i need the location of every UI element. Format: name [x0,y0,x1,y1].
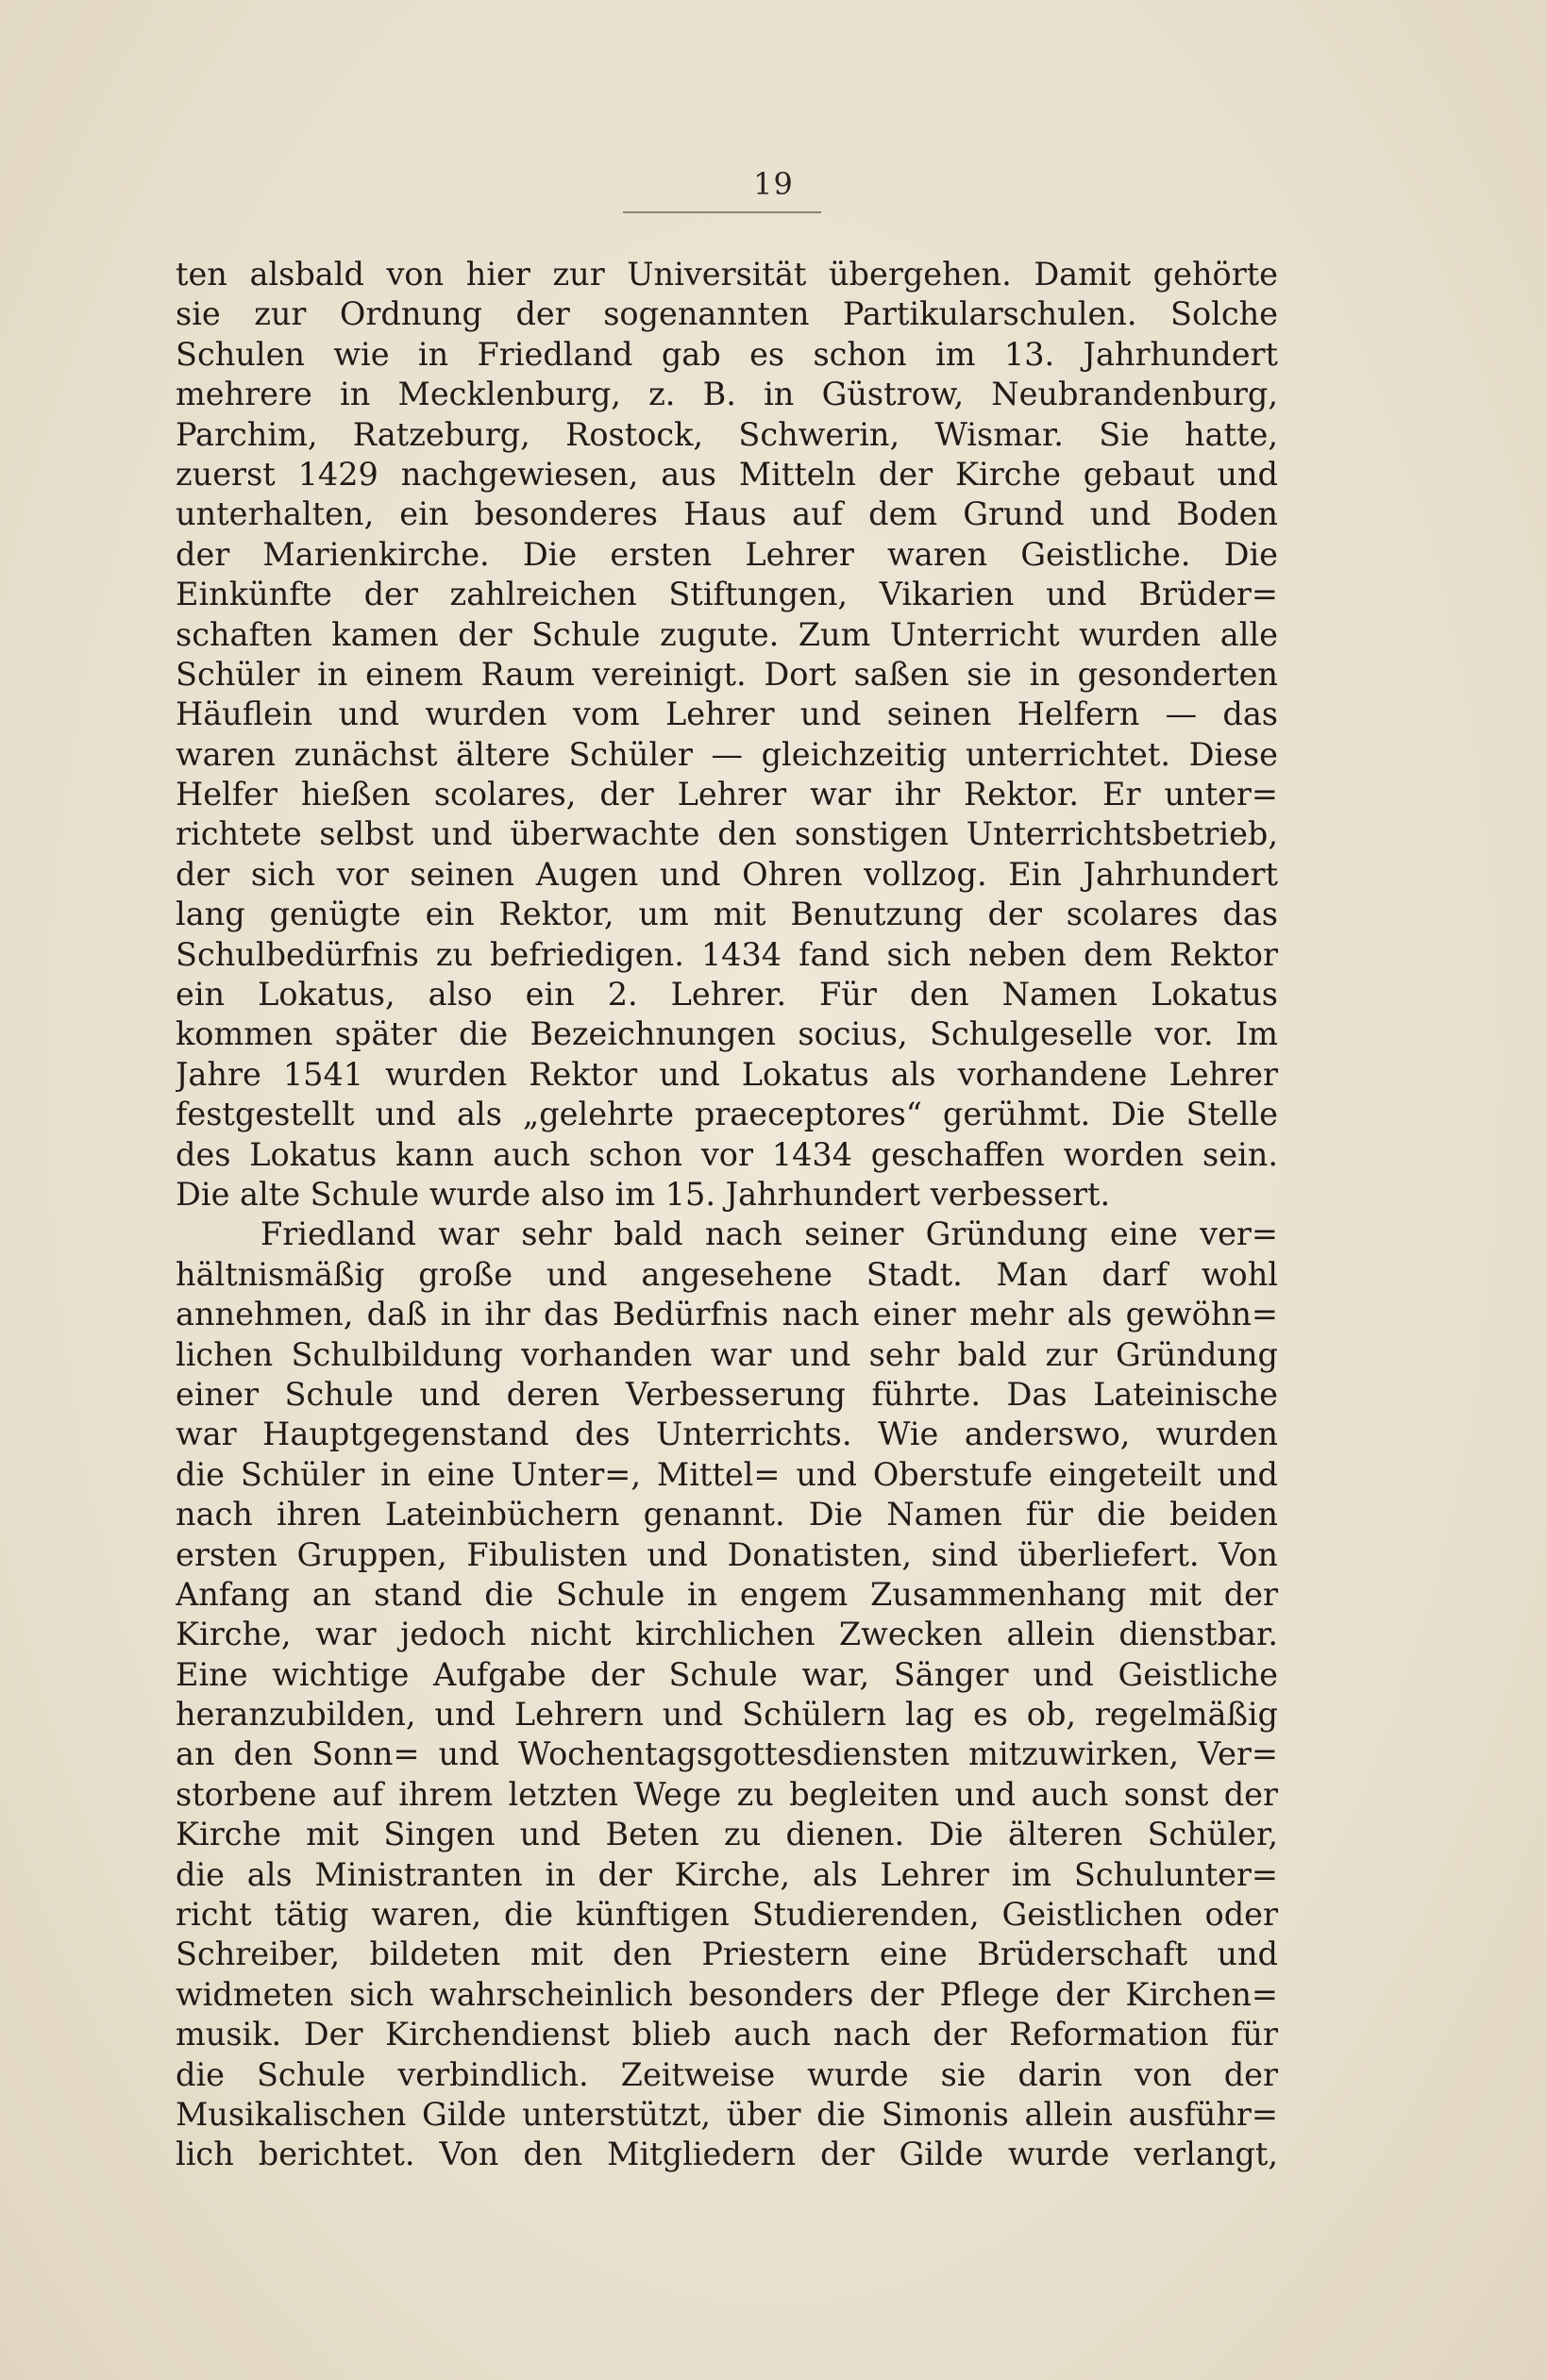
text-line: die als Ministranten in der Kirche, als Lehrer im Schulunter= [176,1855,1278,1893]
text-line: zuerst 1429 nachgewiesen, aus Mitteln der Kirche gebaut und [176,455,1278,493]
text-line: richtete selbst und überwachte den sonstigen Unterrichtsbetrieb, [176,815,1278,853]
text-line: Einkünfte der zahlreichen Stiftungen, Vikarien und Brüder= [176,576,1278,613]
text-line: der sich vor seinen Augen und Ohren vollzog. Ein Jahrhundert [176,855,1278,893]
text-line: ersten Gruppen, Fibulisten und Donatisten, sind überliefert. Von [176,1535,1278,1573]
text-line: einer Schule und deren Verbesserung führte. Das Lateinische [176,1375,1278,1413]
text-line: Kirche mit Singen und Beten zu dienen. Die älteren Schüler, [176,1816,1278,1853]
text-line: musik. Der Kirchendienst blieb auch nach der Reformation für [176,2016,1278,2053]
text-line: war Hauptgegenstand des Unterrichts. Wie anderswo, wurden [176,1416,1278,1453]
text-line: lang genügte ein Rektor, um mit Benutzung der scolares das [176,896,1278,933]
text-line: Parchim, Ratzeburg, Rostock, Schwerin, Wismar. Sie hatte, [176,415,1278,453]
text-line: Jahre 1541 wurden Rektor und Lokatus als vorhandene Lehrer [176,1055,1278,1093]
body-text [176,255,1278,2175]
text-line: ten alsbald von hier zur Universität übergehen. Damit gehörte [176,256,1278,293]
text-line: Friedland war sehr bald nach seiner Gründung eine ver= [261,1215,1278,1253]
text-line: lich berichtet. Von den Mitgliedern der Gilde wurde verlangt, [176,2136,1278,2173]
text-line: Die alte Schule wurde also im 15. Jahrhundert verbessert. [176,1175,1111,1213]
text-line: die Schüler in eine Unter=, Mittel= und Oberstufe eingeteilt und [176,1455,1278,1493]
text-line: Eine wichtige Aufgabe der Schule war, Sänger und Geistliche [176,1655,1278,1693]
text-line: ein Lokatus, also ein 2. Lehrer. Für den Namen Lokatus [176,976,1278,1014]
text-line: waren zunächst ältere Schüler — gleichzeitig unterrichtet. Diese [176,735,1278,773]
text-line: lichen Schulbildung vorhanden war und sehr bald zur Gründung [176,1335,1278,1373]
text-line: hältnismäßig große und angesehene Stadt. Man darf wohl [176,1255,1278,1293]
text-line: richt tätig waren, die künftigen Studierenden, Geistlichen oder [176,1896,1278,1934]
text-line: Schreiber, bildeten mit den Priestern eine Brüderschaft und [176,1936,1278,1973]
text-line: Häuflein und wurden vom Lehrer und seinen Helfern — das [176,696,1278,733]
text-line: Helfer hießen scolares, der Lehrer war ihr Rektor. Er unter= [176,776,1278,813]
text-line: Kirche, war jedoch nicht kirchlichen Zwecken allein dienstbar. [176,1616,1278,1653]
text-line: annehmen, daß in ihr das Bedürfnis nach einer mehr als gewöhn= [176,1296,1278,1333]
header-rule [623,211,821,213]
text-line: Schulen wie in Friedland gab es schon im 13. Jahrhundert [176,335,1278,373]
text-line: sie zur Ordnung der sogenannten Partikularschulen. Solche [176,295,1278,333]
text-line: mehrere in Mecklenburg, z. B. in Güstrow, Neubrandenburg, [176,376,1278,413]
text-line: kommen später die Bezeichnungen socius, Schulgeselle vor. Im [176,1015,1278,1053]
text-line: Anfang an stand die Schule in engem Zusammenhang mit der [176,1575,1278,1613]
page-number: 19 [753,166,794,202]
text-line: an den Sonn= und Wochentagsgottesdiensten mitzuwirken, Ver= [176,1735,1278,1773]
text-line: Schüler in einem Raum vereinigt. Dort saßen sie in gesonderten [176,655,1278,693]
text-line: heranzubilden, und Lehrern und Schülern lag es ob, regelmäßig [176,1696,1278,1734]
text-line: Musikalischen Gilde unterstützt, über die Simonis allein ausführ= [176,2095,1278,2133]
text-line: Schulbedürfnis zu befriedigen. 1434 fand sich neben dem Rektor [176,935,1278,973]
text-line: schaften kamen der Schule zugute. Zum Unterricht wurden alle [176,615,1278,653]
text-line: storbene auf ihrem letzten Wege zu begleiten und auch sonst der [176,1775,1278,1813]
text-line: des Lokatus kann auch schon vor 1434 geschaffen worden sein. [176,1135,1278,1173]
text-line: nach ihren Lateinbüchern genannt. Die Namen für die beiden [176,1496,1278,1534]
text-line: unterhalten, ein besonderes Haus auf dem Grund und Boden [176,495,1278,533]
text-line: widmeten sich wahrscheinlich besonders der Pflege der Kirchen= [176,1975,1278,2013]
text-line: die Schule verbindlich. Zeitweise wurde sie darin von der [176,2055,1278,2093]
text-line: festgestellt und als „gelehrte praeceptores“ gerühmt. Die Stelle [176,1096,1278,1133]
text-line: der Marienkirche. Die ersten Lehrer waren Geistliche. Die [176,535,1278,573]
